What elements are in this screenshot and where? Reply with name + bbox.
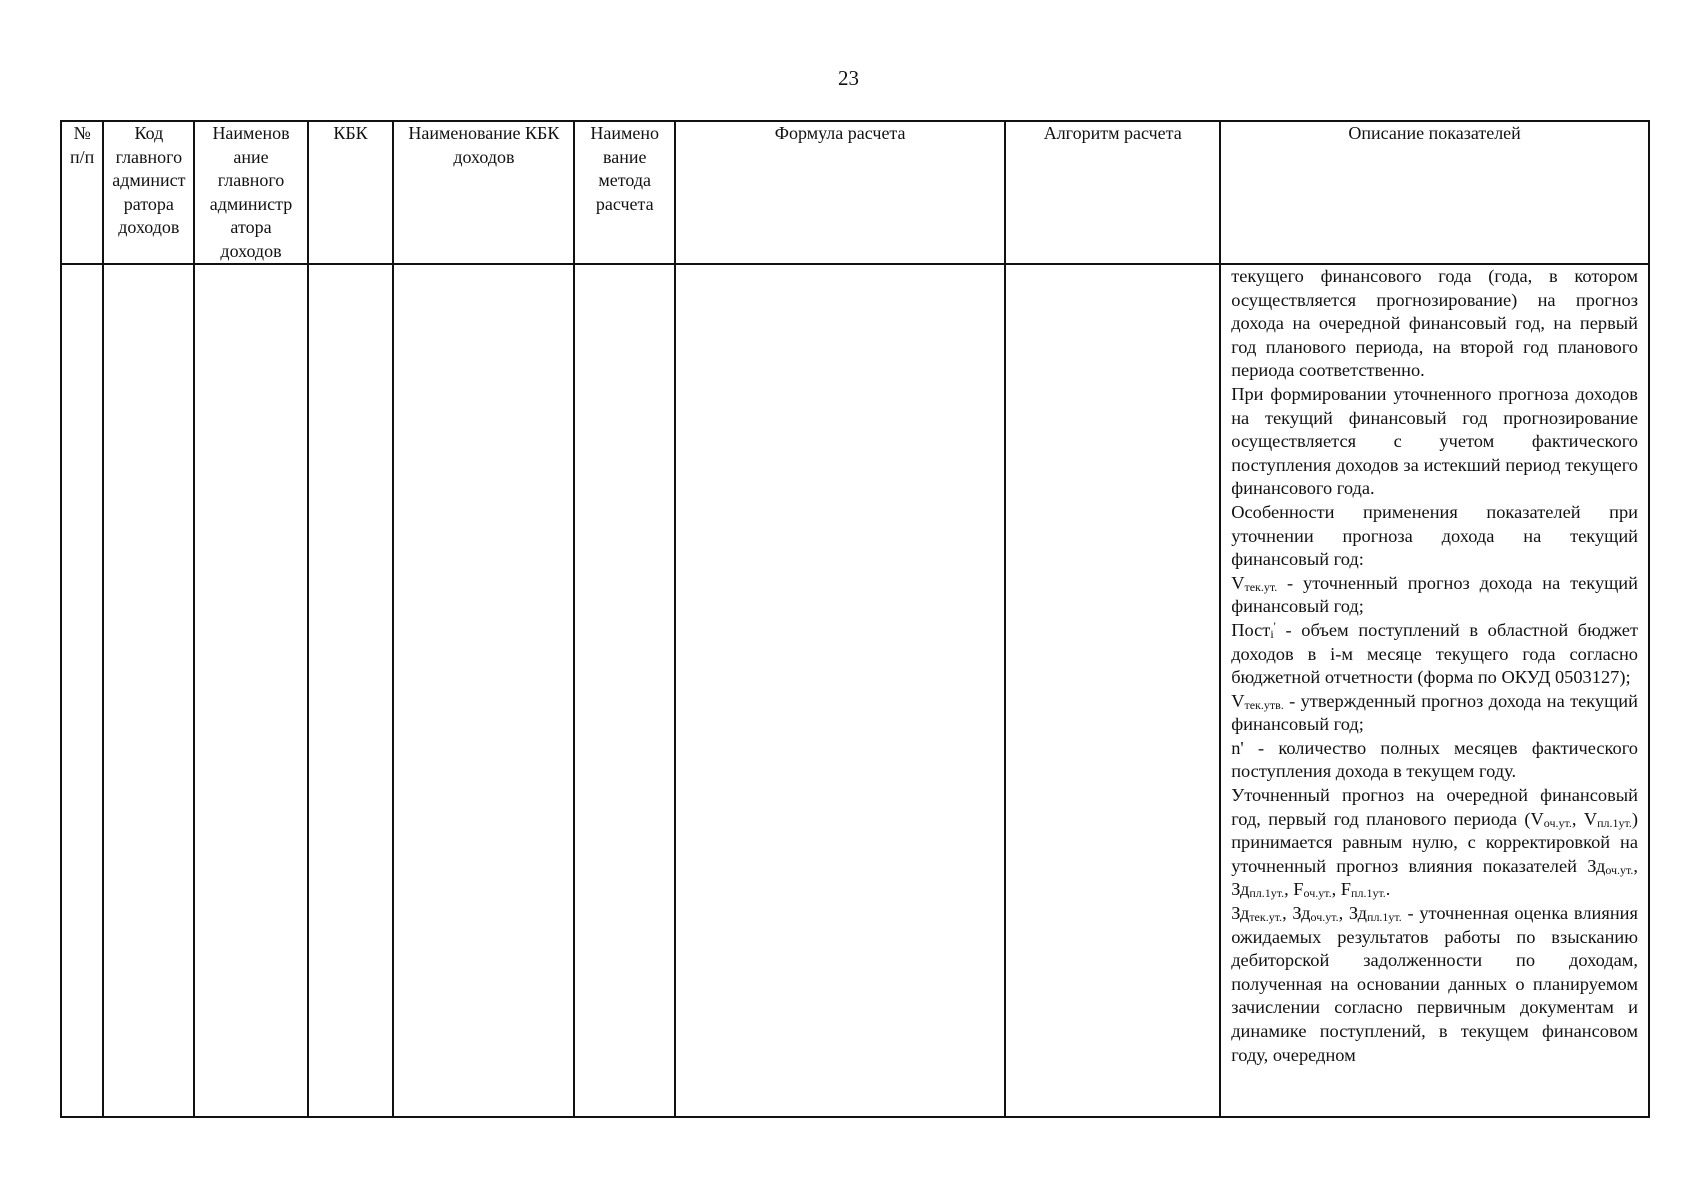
cell-kbk xyxy=(308,264,394,1117)
cell-method-name xyxy=(574,264,675,1117)
col-header-admin-code: Код главного админист ратора доходов xyxy=(103,121,194,264)
desc-indicator-v-tek-utv: $V_{тек.утв.}$ - утвержденный прогноз дохода на текущий финансовый год; xyxy=(1231,690,1638,735)
cell-number xyxy=(61,264,103,1117)
desc-paragraph: текущего финансового года (года, в котором осуществляется прогнозирование) на прогноз дохода на очередной финансовый год, на первый год планового периода, на второй год планового периода соответственно. xyxy=(1231,266,1638,381)
cell-admin-name xyxy=(194,264,307,1117)
cell-description xyxy=(1220,264,1649,1117)
desc-indicator-zd: $Зд_{тек.ут.}$, $Зд_{оч.ут.}$, $Зд_{пл.1ут.}$ - уточненная оценка влияния ожидаемых результатов работы по взысканию дебиторской задолженности по доходам, полученная на основании данных о планируемом зачислении согласно первичным документам и динамике поступлений, в текущем финансовом году, очередном xyxy=(1231,903,1638,1065)
table-header-row xyxy=(61,121,1649,264)
col-header-kbk: КБК xyxy=(308,121,394,264)
desc-paragraph: При формировании уточненного прогноза доходов на текущий финансовый год прогнозирование осуществляется с учетом фактического поступления доходов за истекший период текущего финансового года. xyxy=(1231,383,1638,499)
page-number: 23 xyxy=(838,66,859,90)
col-header-method-name: Наимено вание метода расчета xyxy=(574,121,675,264)
cell-admin-code xyxy=(103,264,194,1117)
desc-paragraph-next-years: Уточненный прогноз на очередной финансовый год, первый год планового периода ($V_{оч.ут.}$, $V_{пл.1ут.}$) принимается равным нулю, с корректировкой на уточненный прогноз влияния показателей $Зд_{оч.ут.}$, $Зд_{пл.1ут.}$, $F_{оч.ут.}$, $F_{пл.1ут.}$. xyxy=(1231,785,1638,901)
col-header-description: Описание показателей xyxy=(1220,121,1649,264)
cell-formula xyxy=(675,264,1005,1117)
revenue-forecast-table xyxy=(60,120,1650,1118)
col-header-kbk-name: Наименование КБК доходов xyxy=(393,121,574,264)
col-header-number: № п/п xyxy=(61,121,103,264)
cell-kbk-name xyxy=(393,264,574,1117)
desc-indicator-post-i: Пост$_i$' - объем поступлений в областной бюджет доходов в i-м месяце текущего года согласно бюджетной отчетности (форма по ОКУД 0503127); xyxy=(1231,618,1638,688)
col-header-algorithm: Алгоритм расчета xyxy=(1005,121,1220,264)
cell-algorithm xyxy=(1005,264,1220,1117)
col-header-formula: Формула расчета xyxy=(675,121,1005,264)
table-row xyxy=(61,264,1649,1117)
col-header-admin-name: Наименов ание главного администр атора доходов xyxy=(194,121,307,264)
desc-indicator-v-tek-ut: $V_{тек.ут.}$ - уточненный прогноз дохода на текущий финансовый год; xyxy=(1231,572,1638,617)
desc-paragraph: Особенности применения показателей при уточнении прогноза дохода на текущий финансовый год: xyxy=(1231,501,1638,570)
desc-indicator-n: n' - количество полных месяцев фактического поступления дохода в текущем году. xyxy=(1231,737,1638,782)
